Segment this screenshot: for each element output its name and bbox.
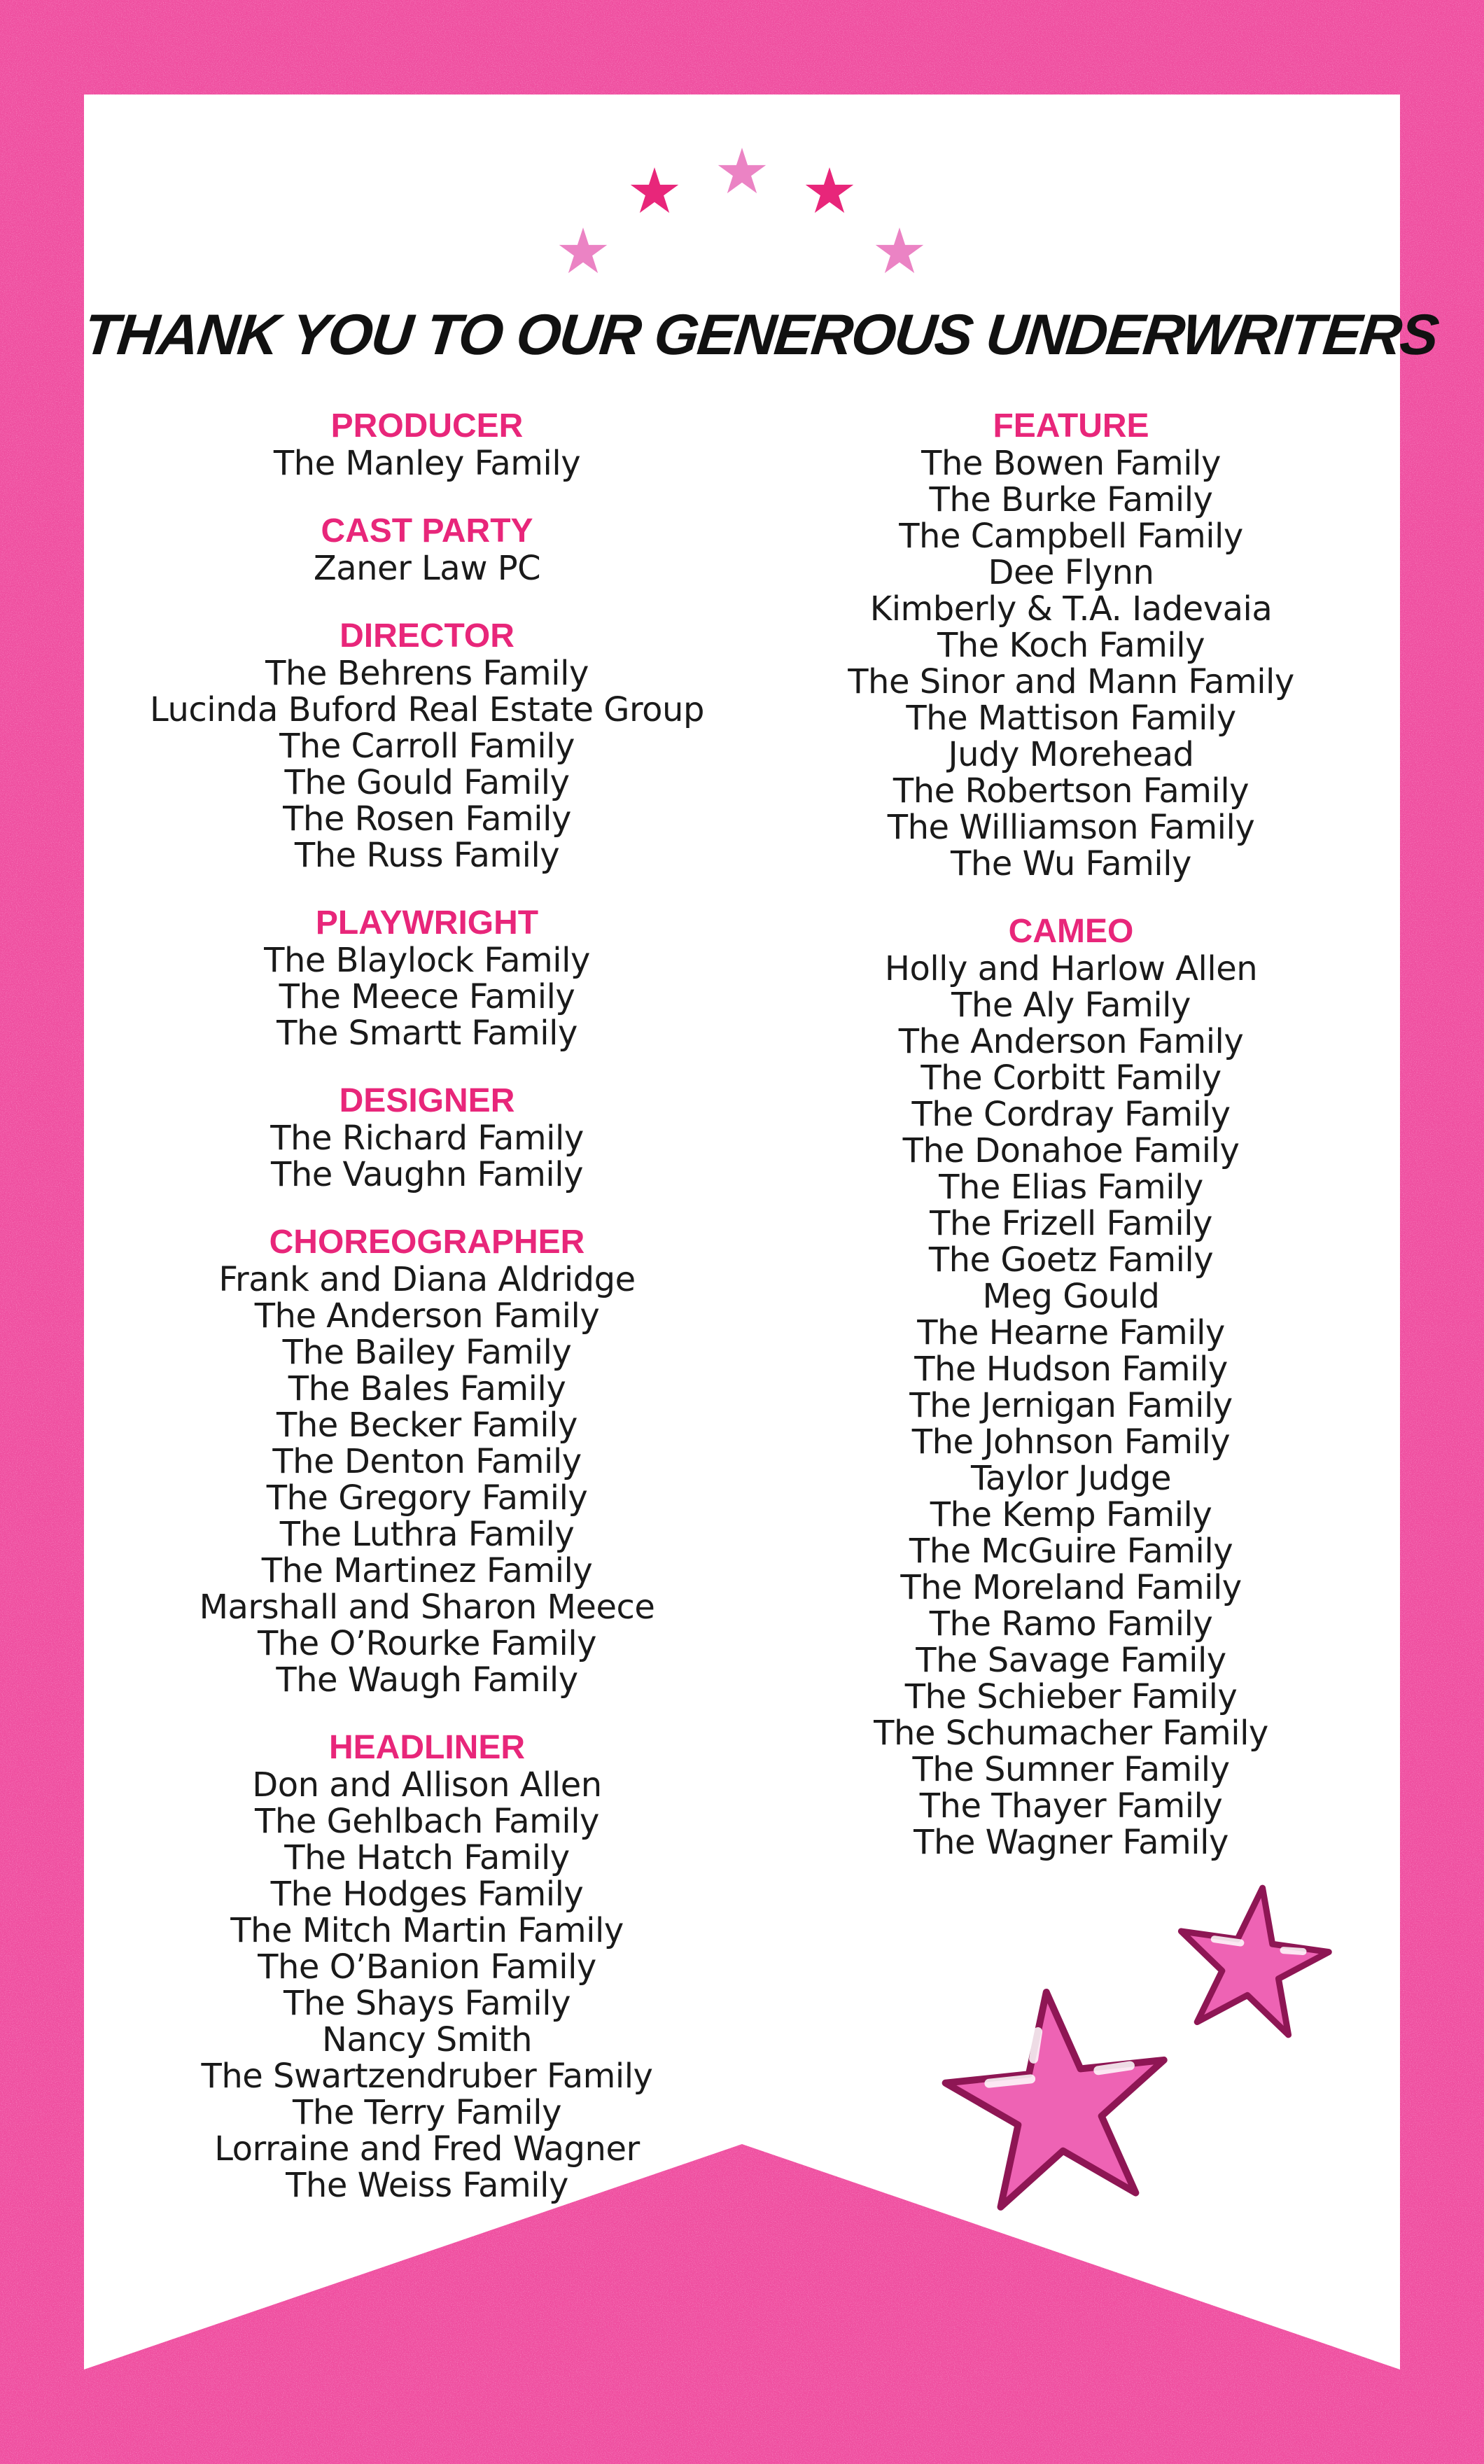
sponsor-name: Taylor Judge — [971, 1459, 1171, 1498]
sponsor-name: The Waugh Family — [276, 1660, 578, 1700]
tier-title: FEATURE — [993, 407, 1149, 444]
sponsor-name: The Wagner Family — [913, 1823, 1228, 1862]
sponsor-name: The Meece Family — [279, 977, 575, 1016]
sponsor-name: Zaner Law PC — [313, 549, 541, 588]
sponsor-name: The Schieber Family — [904, 1677, 1238, 1716]
sponsor-name: The Carroll Family — [279, 727, 575, 766]
tier-title: PRODUCER — [330, 407, 524, 444]
sponsor-name: The Mattison Family — [906, 699, 1236, 738]
sponsor-name: The Richard Family — [270, 1119, 584, 1158]
sponsor-name: The Vaughn Family — [271, 1155, 583, 1194]
sponsor-name: The Gould Family — [284, 763, 570, 802]
tier-title: CAMEO — [1008, 913, 1134, 950]
sponsor-name: The Hodges Family — [270, 1875, 584, 1914]
sponsor-name: The Bowen Family — [921, 444, 1221, 483]
tier-title: HEADLINER — [328, 1729, 525, 1766]
sponsor-name: The Corbitt Family — [920, 1058, 1222, 1098]
sponsor-name: The Shays Family — [284, 1984, 570, 2023]
sponsor-name: The Jernigan Family — [909, 1386, 1233, 1425]
tier-section — [84, 512, 770, 587]
sponsor-name: The Mitch Martin Family — [230, 1911, 624, 1950]
sponsor-name: The Donahoe Family — [902, 1131, 1240, 1170]
sponsor-name: The Thayer Family — [919, 1786, 1223, 1826]
sponsor-name: The Hearne Family — [917, 1313, 1225, 1352]
sponsor-name: The Luthra Family — [279, 1515, 575, 1554]
tier-section — [84, 617, 770, 874]
right-column — [791, 407, 1351, 1891]
sponsor-name: The Robertson Family — [892, 771, 1250, 811]
sponsor-name: The Moreland Family — [900, 1568, 1242, 1607]
sponsor-name: The Behrens Family — [265, 654, 589, 693]
tier-section — [84, 407, 770, 482]
sponsor-name: The Johnson Family — [911, 1422, 1231, 1462]
sponsor-name: The Schumacher Family — [874, 1714, 1268, 1753]
sponsor-name: The Frizell Family — [930, 1204, 1212, 1243]
sponsor-name: The Hudson Family — [914, 1350, 1228, 1389]
sponsor-name: The Smartt Family — [276, 1014, 578, 1053]
sponsor-name: The Terry Family — [293, 2093, 561, 2132]
sponsor-name: Kimberly & T.A. Iadevaia — [869, 589, 1273, 629]
tier-section — [84, 1224, 770, 1698]
sponsor-name: Meg Gould — [982, 1277, 1160, 1316]
tier-section — [791, 407, 1351, 882]
sponsor-name: The Rosen Family — [283, 799, 571, 839]
sponsor-name: The O’Banion Family — [258, 1947, 596, 1987]
sponsor-name: The Aly Family — [951, 986, 1191, 1025]
sponsor-name: The Sinor and Mann Family — [848, 662, 1294, 701]
sponsor-name: The Wu Family — [951, 844, 1191, 883]
tier-section — [84, 1729, 770, 2204]
sponsor-name: The Williamson Family — [887, 808, 1255, 847]
sponsor-name: Dee Flynn — [988, 553, 1154, 592]
tier-section — [84, 904, 770, 1051]
sponsor-name: The Burke Family — [929, 480, 1213, 519]
sponsor-name: Don and Allison Allen — [252, 1765, 602, 1805]
left-column — [84, 407, 770, 2234]
sponsor-name: Holly and Harlow Allen — [884, 949, 1258, 988]
sponsor-name: The McGuire Family — [909, 1532, 1233, 1571]
sponsor-name: Marshall and Sharon Meece — [199, 1588, 655, 1627]
sponsor-name: The Sumner Family — [912, 1750, 1230, 1789]
sponsor-name: The Swartzendruber Family — [201, 2057, 653, 2096]
sponsor-name: Judy Morehead — [948, 735, 1194, 774]
sponsor-name: The Gehlbach Family — [255, 1802, 599, 1841]
sponsor-name: The Becker Family — [276, 1406, 578, 1445]
sponsor-name: The Elias Family — [939, 1168, 1203, 1207]
sponsor-name: The Martinez Family — [261, 1551, 593, 1590]
sponsor-name: The Bales Family — [288, 1369, 566, 1408]
tier-title: PLAYWRIGHT — [315, 904, 539, 941]
sponsor-name: The Anderson Family — [898, 1022, 1244, 1061]
sponsor-name: The Gregory Family — [266, 1478, 588, 1518]
sponsor-name: The Cordray Family — [911, 1095, 1231, 1134]
sponsor-name: The O’Rourke Family — [257, 1624, 597, 1663]
page-title: THANK YOU TO OUR GENEROUS UNDERWRITERS — [80, 303, 1441, 367]
sponsor-name: The Weiss Family — [286, 2166, 568, 2205]
sponsor-name: Frank and Diana Aldridge — [218, 1260, 636, 1299]
tier-section — [791, 913, 1351, 1861]
sponsor-name: The Manley Family — [273, 444, 581, 483]
sponsor-name: Lorraine and Fred Wagner — [214, 2129, 640, 2169]
tier-title: CAST PARTY — [321, 512, 533, 550]
sponsor-name: The Anderson Family — [254, 1296, 600, 1336]
sponsor-name: The Campbell Family — [899, 517, 1243, 556]
sponsor-name: The Denton Family — [272, 1442, 582, 1481]
sponsor-name: The Koch Family — [937, 626, 1205, 665]
tier-title: CHOREOGRAPHER — [269, 1224, 585, 1261]
tier-section — [84, 1082, 770, 1193]
sponsor-name: The Kemp Family — [930, 1495, 1212, 1534]
sponsor-name: The Ramo Family — [929, 1604, 1213, 1644]
tier-title: DIRECTOR — [340, 617, 514, 654]
sponsor-name: The Russ Family — [294, 836, 560, 875]
sponsor-name: The Hatch Family — [284, 1838, 570, 1877]
sponsor-name: Nancy Smith — [321, 2020, 533, 2059]
tier-title: DESIGNER — [339, 1082, 515, 1119]
sponsor-name: The Goetz Family — [928, 1240, 1214, 1280]
sponsor-name: The Bailey Family — [282, 1333, 572, 1372]
sponsor-name: The Blaylock Family — [264, 941, 590, 980]
sponsor-name: Lucinda Buford Real Estate Group — [150, 690, 704, 729]
sponsor-name: The Savage Family — [916, 1641, 1226, 1680]
